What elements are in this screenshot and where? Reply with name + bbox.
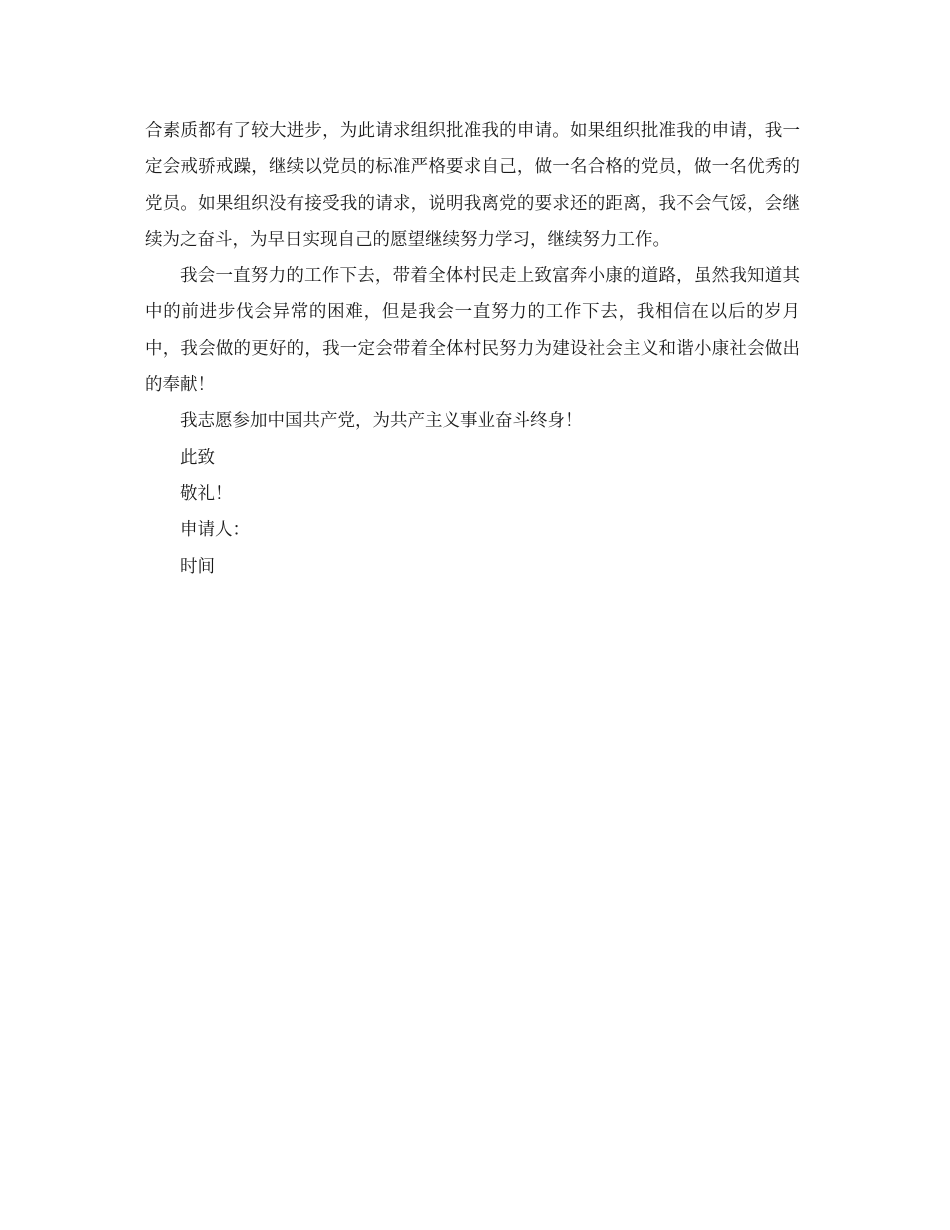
date-label: 时间	[180, 556, 215, 577]
applicant-label: 申请人：	[180, 520, 250, 541]
paragraph-continuation: 合素质都有了较大进步，为此请求组织批准我的申请。如果组织批准我的申请，我一定会戒骄戒躁，继续以党员的标准严格要求自己，做一名合格的党员，做一名优秀的党员。如果组织没有接受我的请求，说明我离党的要求还的距离，我不会气馁，会继续为之奋斗，为早日实现自己的愿望继续努力学习，继续努力工作。	[145, 121, 800, 250]
closing-salute: 敬礼！	[180, 483, 233, 504]
paragraph-pledge: 我志愿参加中国共产党，为共产主义事业奋斗终身！	[180, 411, 583, 432]
document-body	[145, 113, 800, 585]
closing-greeting: 此致	[180, 447, 215, 468]
paragraph-commitment: 我会一直努力的工作下去，带着全体村民走上致富奔小康的道路，虽然我知道其中的前进步伐会异常的困难，但是我会一直努力的工作下去，我相信在以后的岁月中，我会做的更好的，我一定会带着全体村民努力为建设社会主义和谐小康社会做出的奉献！	[145, 266, 800, 396]
